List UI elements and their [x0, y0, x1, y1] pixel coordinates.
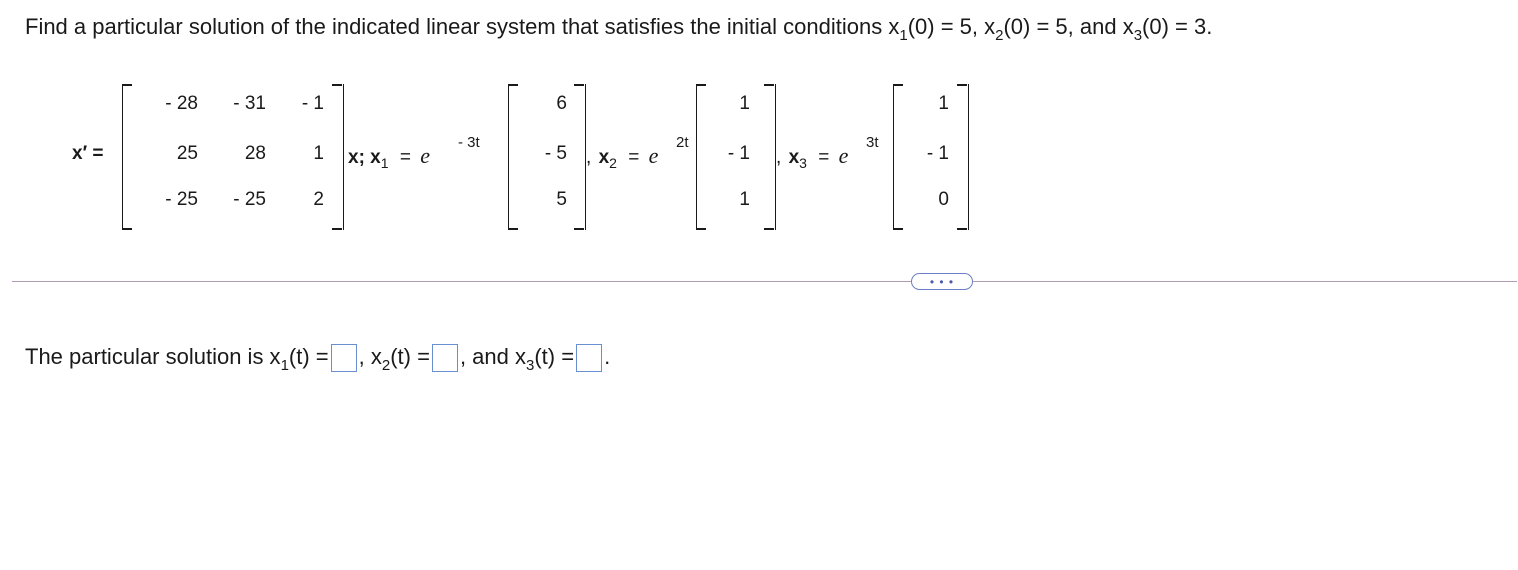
period: . [604, 344, 611, 369]
matrix-cell: 2 [313, 189, 324, 210]
answer-separator: , x [358, 344, 382, 369]
matrix-cell: - 25 [165, 189, 198, 210]
x2-exponent: 2t [676, 134, 689, 151]
e-symbol: e [838, 143, 849, 168]
vector-cell: - 1 [926, 143, 949, 164]
equals: = [399, 147, 411, 168]
comma: , [776, 147, 782, 168]
matrix-cell: - 28 [165, 93, 198, 114]
x3-exponent: 3t [866, 134, 879, 151]
condition-3: (0) = 3. [1142, 14, 1213, 39]
e-symbol: e [420, 143, 430, 168]
subscript: 1 [899, 27, 908, 44]
answer-x3-label: (t) = [534, 344, 575, 369]
subscript: 2 [995, 27, 1004, 44]
x1-exponent: - 3t [458, 134, 480, 151]
vector-cell: - 1 [727, 143, 750, 164]
matrix-cell: - 31 [233, 93, 266, 114]
subscript: 2 [609, 155, 617, 171]
subscript: 3 [526, 357, 535, 374]
e-symbol: e [648, 143, 659, 168]
subscript: 1 [280, 357, 289, 374]
vector-cell: 1 [739, 189, 750, 210]
answer-x1-label: (t) = [288, 344, 329, 369]
answer-prefix: The particular solution is x [25, 344, 281, 369]
subscript: 1 [380, 155, 389, 171]
condition-2: (0) = 5, and x [1003, 14, 1134, 39]
matrix-cell: 25 [176, 143, 198, 164]
equals: = [818, 147, 830, 168]
vector-cell: 0 [938, 189, 949, 210]
x1-definition [348, 143, 430, 169]
x1-label: x; x [348, 147, 381, 168]
subscript: 3 [1133, 27, 1143, 44]
condition-1: (0) = 5, x [907, 14, 996, 39]
lhs-label: x′ = [72, 143, 104, 164]
matrix-cell: 28 [244, 143, 266, 164]
vector-cell: 6 [556, 93, 567, 114]
matrix-cell: - 25 [233, 189, 266, 210]
vector-cell: - 5 [544, 143, 567, 164]
x3-definition [776, 143, 848, 169]
more-options-button[interactable]: • • • [911, 273, 973, 290]
subscript: 3 [799, 155, 807, 171]
x2-answer-input[interactable] [432, 344, 458, 372]
x3-label: x [788, 147, 800, 168]
vector-cell: 5 [556, 189, 567, 210]
answer-separator: , and x [459, 344, 526, 369]
vector-cell: 1 [938, 93, 949, 114]
vector-cell: 1 [739, 93, 750, 114]
matrix-cell: 1 [313, 143, 324, 164]
x1-answer-input[interactable] [331, 344, 357, 372]
problem-intro: Find a particular solution of the indicated linear system that satisfies the initial conditions x [25, 14, 900, 39]
section-divider [12, 281, 1517, 282]
x2-definition [586, 143, 658, 169]
answer-x2-label: (t) = [390, 344, 430, 369]
matrix-cell: - 1 [301, 93, 324, 114]
x3-answer-input[interactable] [576, 344, 602, 372]
problem-statement [25, 14, 1213, 44]
x2-label: x [598, 147, 610, 168]
subscript: 2 [381, 357, 391, 374]
comma: , [586, 147, 592, 168]
equals: = [628, 147, 640, 168]
answer-line [25, 344, 610, 372]
